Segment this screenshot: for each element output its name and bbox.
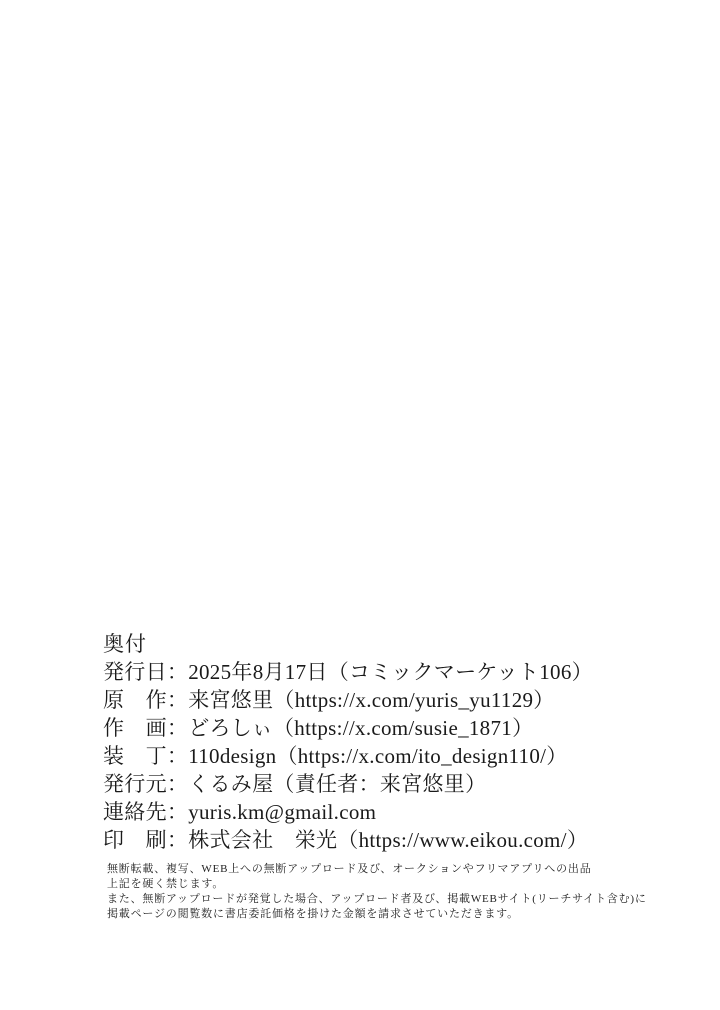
colophon-block — [103, 630, 593, 854]
colophon-line-publication-date: 発行日：2025年8月17日（コミックマーケット106） — [103, 660, 593, 684]
colophon-line-illustrator: 作 画：どろしぃ（https://x.com/susie_1871） — [103, 716, 534, 740]
colophon-line-design: 装 丁：110design（https://x.com/ito_design110/） — [103, 744, 568, 768]
colophon-line-contact: 連絡先：yuris.km@gmail.com — [103, 800, 377, 824]
colophon-line-publisher: 発行元：くるみ屋（責任者：来宮悠里） — [103, 772, 487, 796]
colophon-line-printer: 印 刷：株式会社 栄光（https://www.eikou.com/） — [103, 828, 589, 852]
notice-line-penalty: また、無断アップロードが発覚した場合、アップロード者及び、掲載WEBサイト(リーチサイト含む)に — [107, 893, 647, 905]
notice-line-prohibition: 無断転載、複写、WEB上への無断アップロード及び、オークションやフリマアプリへの出品 — [107, 863, 592, 875]
copyright-notice — [107, 862, 647, 922]
notice-line-penalty-2: 掲載ページの閲覧数に書店委託価格を掛けた金額を請求させていただきます。 — [107, 908, 519, 920]
page-title: 奥付 — [103, 632, 147, 656]
colophon-line-original-author: 原 作：来宮悠里（https://x.com/yuris_yu1129） — [103, 688, 555, 712]
notice-line-prohibition-2: 上記を硬く禁じます。 — [107, 878, 225, 890]
